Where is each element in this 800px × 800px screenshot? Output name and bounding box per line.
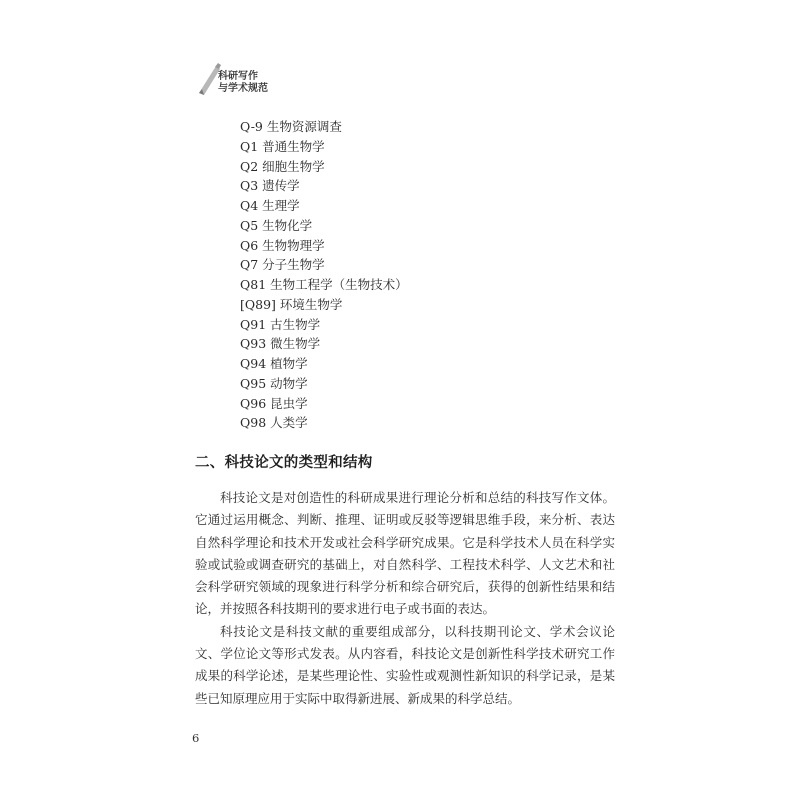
list-item: Q96 昆虫学 xyxy=(240,395,308,411)
list-item: Q2 细胞生物学 xyxy=(240,158,325,174)
running-header xyxy=(196,62,276,98)
body-text xyxy=(195,487,615,710)
list-item: Q7 分子生物学 xyxy=(240,257,325,273)
list-item: Q95 动物学 xyxy=(240,375,308,391)
list-item: Q81 生物工程学（生物技术） xyxy=(240,277,408,292)
list-item: Q3 遗传学 xyxy=(240,178,300,194)
paragraph: 科技论文是科技文献的重要组成部分，以科技期刊论文、学术会议论文、学位论文等形式发表。从内容看，科技论文是创新性科学技术研究工作成果的科学论述，是某些理论性、实验性或观测性新知识的科学记录，是某些已知原理应用于实际中取得新进展、新成果的科学总结。 xyxy=(195,623,615,706)
section-heading: 二、科技论文的类型和结构 xyxy=(195,455,373,471)
paragraph: 科技论文是对创造性的科研成果进行理论分析和总结的科技写作文体。它通过运用概念、判断、推理、证明或反驳等逻辑思维手段，来分析、表达自然科学理论和技术开发或社会科学研究成果。它是科学技术人员在科学实验或试验或调查研究的基础上，对自然科学、工程技术科学、人文艺术和社会科学研究领域的现象进行科学分析和综合研究后，获得的创新性结果和结论，并按照各科技期刊的要求进行电子或书面的表达。 xyxy=(195,490,615,617)
header-title-line-2: 与学术规范 xyxy=(218,83,268,94)
classification-list xyxy=(240,117,408,433)
list-item: Q98 人类学 xyxy=(240,415,308,431)
list-item: Q-9 生物资源调查 xyxy=(240,119,342,134)
list-item: Q5 生物化学 xyxy=(240,217,313,233)
page-number: 6 xyxy=(192,731,200,745)
list-item: Q94 植物学 xyxy=(240,356,308,371)
list-item: Q4 生理学 xyxy=(240,198,300,213)
list-item: Q6 生物物理学 xyxy=(240,237,325,253)
header-title-line-1: 科研写作 xyxy=(218,71,258,82)
list-item: Q91 古生物学 xyxy=(240,316,321,332)
list-item: [Q89] 环境生物学 xyxy=(240,296,343,312)
list-item: Q1 普通生物学 xyxy=(240,138,325,154)
list-item: Q93 微生物学 xyxy=(240,336,321,352)
